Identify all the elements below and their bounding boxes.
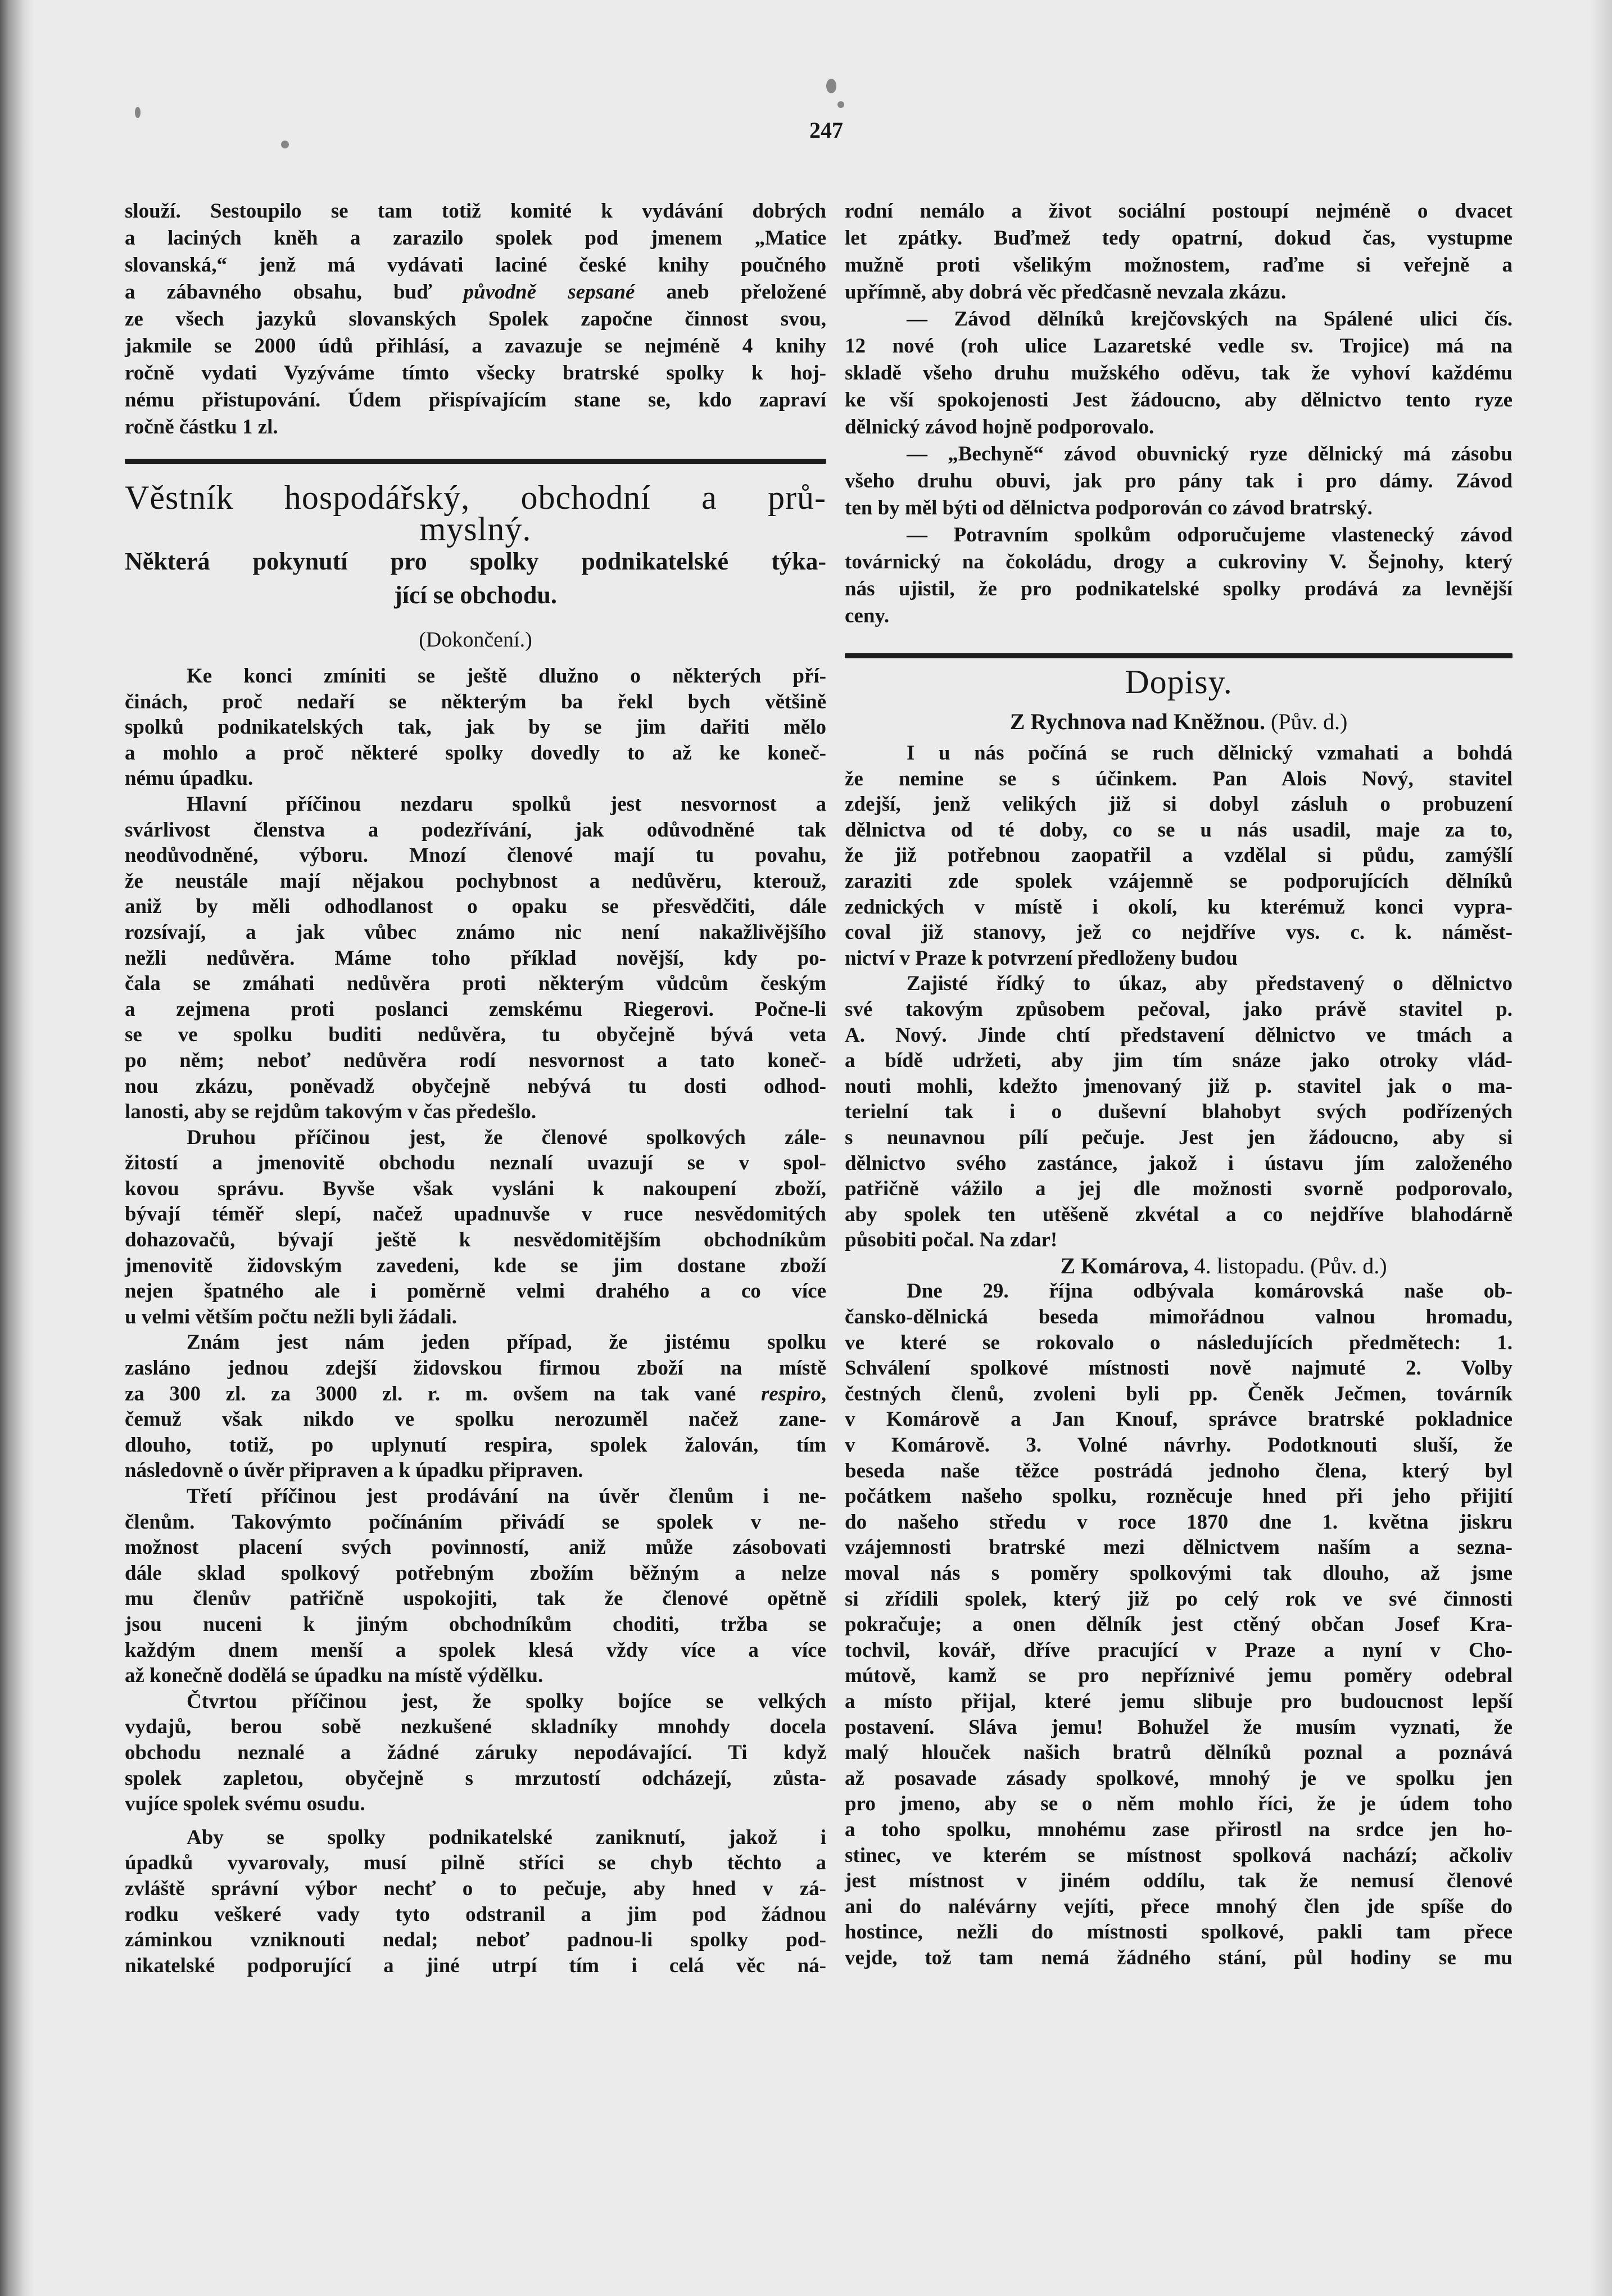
text-line: dlouho, totiž, po uplynutí respira, spolek žalován, tím	[125, 1433, 826, 1457]
text-line: nikatelské podporující a jiné utrpí tím i celá věc ná-	[125, 1954, 826, 1977]
text-line: pro jmeno, aby se o něm mohlo říci, že je údem toho	[845, 1792, 1513, 1816]
text-line: se ve spolku buditi nedůvěra, tu obyčejně bývá veta	[125, 1023, 826, 1047]
dateline-place: Z Komárova,	[1060, 1253, 1189, 1278]
text-line: a zejmena proti poslanci zemskému Riegerovi. Počne-li	[125, 997, 826, 1021]
text-segment: ,	[821, 1382, 826, 1405]
text-line: žitostí a jmenovitě obchodu neznalí uvazují se v spol-	[125, 1151, 826, 1175]
scan-edge	[1590, 0, 1612, 2296]
text-line: záminkou vzniknouti nedal; neboť padnou-li spolky pod-	[125, 1928, 826, 1952]
article-body	[125, 663, 826, 1978]
text-line: ročně vydati Vyzýváme tímto všecky bratrské spolky k hoj-	[125, 361, 826, 385]
text-line: a laciných kněh a zarazilo spolek pod jmenem „Matice	[125, 227, 826, 250]
text-line: zdejší, jenž velikých již si dobyl zásluh o probuzení	[845, 793, 1513, 816]
text-line: nému přistupování. Údem přispívajícím stane se, kdo zapraví	[125, 388, 826, 412]
text-line: slouží. Sestoupilo se tam totiž komité k vydávání dobrých	[125, 200, 826, 223]
text-line: malý hlouček našich bratrů dělníků poznal a poznává	[845, 1741, 1513, 1765]
text-line: že nemine se s účinkem. Pan Alois Nový, stavitel	[845, 767, 1513, 790]
text-line: rodní nemálo a život sociální postoupí nejméně o dvacet	[845, 200, 1513, 223]
text-line: a místo přijal, které jemu slibuje pro budoucnost lepší	[845, 1689, 1513, 1713]
text-line: Hlavní příčinou nezdaru spolků jest nesvornost a	[187, 792, 826, 816]
right-column	[845, 198, 1513, 1971]
text-line: ročně částku 1 zl.	[125, 415, 278, 439]
text-line: ten by měl býti od dělnictva podporován co závod bratrský.	[845, 496, 1373, 519]
text-line: svárlivost členstva a podezřívání, jak odůvodněné tak	[125, 818, 826, 842]
text-line: v Komárově. 3. Volné návrhy. Podotknouti sluší, že	[845, 1434, 1513, 1457]
text-line: každým dnem menší a spolek klesá vždy více a více	[125, 1638, 826, 1662]
text-line: nežli nedůvěra. Máme toho příklad novější, kdy po-	[125, 946, 826, 970]
text-line: tochvil, kovář, dříve pracující v Praze a nyní v Cho-	[845, 1638, 1513, 1662]
text-segment: aneb přeložené	[635, 281, 826, 304]
section-divider	[125, 459, 826, 464]
text-line: coval již stanovy, jež co nejdříve vys. c. k. náměst-	[845, 921, 1513, 944]
text-line: nému úpadku.	[125, 767, 253, 790]
text-line: terielní tak i o duševní blahobyt svých podřízených	[845, 1100, 1513, 1124]
ink-spot	[837, 101, 844, 108]
text-line: až konečně dodělá se úpadku na místě výdělku.	[125, 1664, 544, 1688]
text-line	[125, 1381, 826, 1407]
text-line	[125, 279, 826, 306]
text-line: Schválení spolkové místnosti nově najmuté 2. Volby	[845, 1357, 1513, 1380]
text-line: zednických v místě i okolí, ku kterémuž konci vypra-	[845, 895, 1513, 919]
text-line: a bídě udržeti, aby jim tím snáze jako otroky vlád-	[845, 1049, 1513, 1073]
text-line: do našeho středu v roce 1870 dne 1. května jiskru	[845, 1510, 1513, 1534]
text-line: vejde, tož tam nemá žádného stání, půl hodiny se mu	[845, 1946, 1513, 1969]
text-line: skladě všeho druhu mužského oděvu, tak že vyhoví každému	[845, 361, 1513, 385]
continuation-note: (Dokončení.)	[419, 628, 532, 652]
text-line: nejen špatného ale i poměrně velmi drahého a co více	[125, 1280, 826, 1303]
italic-text: původně sepsané	[463, 281, 635, 304]
text-line: 12 nové (roh ulice Lazaretské vedle sv. Trojice) má na	[845, 335, 1513, 358]
text-line: jmenovitě židovským zavedeni, kde se jim dostane zboží	[125, 1254, 826, 1277]
text-line: zvláště správní výbor nechť o to pečuje, aby hned v zá-	[125, 1877, 826, 1900]
text-line: členům. Takovýmto počínáním přivádí se spolek v ne-	[125, 1510, 826, 1534]
text-line: dále sklad spolkový potřebným zbožím běžným a nelze	[125, 1561, 826, 1585]
text-line: úpadků vyvarovaly, musí pilně stříci se chyb těchto a	[125, 1851, 826, 1875]
text-line: s neunavnou pílí pečuje. Jest jen žádoucno, aby si	[845, 1126, 1513, 1149]
text-line: čestných členů, zvoleni byli pp. Čeněk Ječmen, továrník	[845, 1382, 1513, 1405]
text-line: dělnický závod hojně podporovalo.	[845, 415, 1154, 439]
text-line: továrnický na čokoládu, drogy a cukroviny V. Šejnohy, který	[845, 550, 1513, 573]
text-line: ve které se rokovalo o následujících předmětech: 1.	[845, 1331, 1513, 1354]
dateline-rychnov	[845, 708, 1513, 736]
text-line: vydajů, berou sobě nezkušené skladníky mnohdy docela	[125, 1715, 826, 1739]
text-line: své takovým způsobem pečoval, jako právě stavitel p.	[845, 997, 1513, 1021]
article-title-line: jící se obchodu.	[394, 581, 557, 609]
text-line: neodůvodněné, výboru. Mnozí členové mají tu povahu,	[125, 844, 826, 867]
scan-edge-shadow	[0, 0, 34, 2296]
section-title-dopisy: Dopisy.	[1125, 663, 1233, 700]
article-title	[125, 545, 826, 612]
text-line: beseda naše těžce postrádá jednoho člena, který byl	[845, 1459, 1513, 1483]
text-line: spolek zapletou, obyčejně s mrzutostí odcházejí, zůsta-	[125, 1766, 826, 1790]
text-line: mu členův patřičně uspokojiti, tak že členové opětně	[125, 1587, 826, 1611]
text-line: že neustále mají nějakou pochybnost a nedůvěru, kterouž,	[125, 869, 826, 893]
text-line: moval nás s poměry spolkovými tak dlouho, až jsme	[845, 1562, 1513, 1585]
text-line: — Závod dělníků krejčovských na Spálené ulici čís.	[907, 308, 1513, 331]
text-line: Druhou příčinou jest, že členové spolkových zále-	[187, 1126, 826, 1149]
section-divider	[845, 653, 1513, 658]
text-line: mužně proti všelikým možnostem, raďme si veřejně a	[845, 254, 1513, 277]
text-line: Aby se spolky podnikatelské zaniknutí, jakož i	[187, 1825, 826, 1849]
italic-text: respiro	[760, 1382, 821, 1405]
text-line: následovně o úvěr připraven a k úpadku připraven.	[125, 1459, 583, 1483]
text-line: jsou nuceni k jiným obchodníkům choditi, tržba se	[125, 1612, 826, 1636]
text-line: hostince, nežli do místnosti spolkové, pakli tam přece	[845, 1920, 1513, 1944]
text-line: jakmile se 2000 údů přihlásí, a zavazuje se nejméně 4 knihy	[125, 335, 826, 358]
page-number: 247	[809, 117, 843, 143]
text-segment: a zábavného obsahu, buď	[125, 281, 464, 304]
text-line: Čtvrtou příčinou jest, že spolky bojíce se velkých	[187, 1689, 826, 1713]
letter-komarov-body	[845, 1278, 1513, 1970]
intro-paragraph	[125, 198, 826, 441]
text-line: Zajisté řídký to úkaz, aby představený o dělnictvo	[907, 972, 1513, 996]
text-line: nictví v Praze k potvrzení předloženy budou	[845, 946, 1238, 970]
text-line: let zpátky. Buďmež tedy opatrní, dokud čas, vystupme	[845, 227, 1513, 250]
section-title-line: Věstník hospodářský, obchodní a prů-	[125, 479, 826, 516]
letter-rychnov-body	[845, 740, 1513, 1253]
text-line: působiti počal. Na zdar!	[845, 1228, 1058, 1252]
article-title-line: Některá pokynutí pro spolky podnikatelské týka-	[125, 548, 826, 575]
dateline-note: 4. listopadu. (Pův. d.)	[1194, 1253, 1387, 1278]
text-line: nás ujistil, že pro podnikatelské spolky prodává za levnější	[845, 577, 1513, 600]
text-line: činách, proč nedaří se některým ba řekl bych většině	[125, 690, 826, 713]
text-line: Ke konci zmíniti se ještě dlužno o některých pří-	[187, 665, 826, 688]
text-line: vzájemnosti bratrské mezi dělnictvem naším a sezna-	[845, 1536, 1513, 1560]
text-line: čansko-dělnická beseda mimořádnou valnou hromadu,	[845, 1305, 1513, 1329]
text-line: ceny.	[845, 604, 890, 627]
text-line: patřičně vážilo a jej dle možnosti svorně podporovalo,	[845, 1177, 1513, 1201]
text-line: jest místnost v jiném oddílu, tak že nemusí členové	[845, 1869, 1513, 1893]
text-line: všeho druhu obuvi, jak pro pány tak i pro dámy. Závod	[845, 469, 1513, 492]
text-line: stinec, ve kterém se místnost spolková nachází; ačkoliv	[845, 1843, 1513, 1867]
text-segment: za 300 zl. za 3000 zl. r. m. ovšem na tak vané	[125, 1382, 761, 1405]
text-line: — Potravním spolkům odporučujeme vlastenecký závod	[907, 523, 1513, 546]
text-line: Třetí příčinou jest prodávání na úvěr členům i ne-	[187, 1485, 826, 1508]
text-line: rozsívají, a jak vůbec známo nic není nakažlivějšího	[125, 920, 826, 944]
text-line: dohazovačů, bývají ještě k nesvědomitějším obchodníkům	[125, 1228, 826, 1252]
text-line: možnost placení svých povinností, aniž může zásobovati	[125, 1536, 826, 1560]
text-line: Dne 29. října odbývala komárovská naše ob-	[907, 1280, 1513, 1303]
text-line: aby spolek ten utěšeně zkvétal a co nejdříve blahodárně	[845, 1203, 1513, 1226]
text-line: čemuž však nikdo ve spolku nerozuměl načež zane-	[125, 1408, 826, 1431]
text-line: u velmi větším počtu nežli byli žádali.	[125, 1305, 457, 1328]
text-line: lanosti, aby se rejdům takovým v čas předešlo.	[125, 1100, 537, 1124]
text-line: a mohlo a proč některé spolky dovedly to až ke koneč-	[125, 741, 826, 765]
text-line: dělnictva od té doby, co se u nás usadil, maje za to,	[845, 818, 1513, 842]
text-line: až posavade zásady spolkové, mnohý je ve spolku jen	[845, 1766, 1513, 1790]
text-line: ke vší spokojenosti Jest žádoucno, aby dělnictvo tento ryze	[845, 388, 1513, 412]
text-line: mútově, kamž se pro nepříznivé jemu poměry odebral	[845, 1664, 1513, 1688]
text-line: zaraziti zde spolek vzájemně se podporujících dělníků	[845, 869, 1513, 893]
text-line: a toho spolku, mnohému zase přirostl na srdce jen ho-	[845, 1818, 1513, 1841]
text-line: po něm; neboť nedůvěra rodí nesvornost a tato koneč-	[125, 1048, 826, 1072]
text-line: ani do nalévárny vejíti, přece mnohý člen jde spíše do	[845, 1895, 1513, 1918]
text-line: vujíce spolek svému osudu.	[125, 1792, 365, 1816]
dateline-note: (Pův. d.)	[1270, 709, 1348, 734]
text-line: nouti mohli, kdežto jmenovaný již p. stavitel jak o ma-	[845, 1074, 1513, 1098]
text-line: spolků podnikatelských tak, jak by se jim dařiti mělo	[125, 716, 826, 739]
section-title-line: myslný.	[419, 510, 532, 548]
dateline-place: Z Rychnova nad Kněžnou.	[1009, 709, 1265, 734]
text-line: počátkem našeho spolku, rozněcuje hned při jeho přijití	[845, 1485, 1513, 1508]
text-line: nou zkázu, poněvadž obyčejně nebývá tu dosti odhod-	[125, 1074, 826, 1098]
text-line: zasláno jednou zdejší židovskou firmou zboží na místě	[125, 1357, 826, 1380]
ink-spot	[135, 107, 141, 118]
text-line: ze všech jazyků slovanských Spolek započne činnost svou,	[125, 308, 826, 331]
ink-spot	[281, 141, 289, 148]
dateline-komarov	[845, 1253, 1513, 1279]
text-line: že již potřebnou zaopatřil a vzdělal si půdu, zamýšlí	[845, 844, 1513, 867]
text-line: aniž by měli odhodlanost o opaku se přesvědčiti, dále	[125, 895, 826, 919]
ink-spot	[826, 79, 836, 93]
text-line: obchodu neznalé a žádné záruky nepodávající. Ti když	[125, 1741, 826, 1764]
text-line: pokračuje; a onen dělník jest ctěný občan Josef Kra-	[845, 1613, 1513, 1637]
text-line: v Komárově a Jan Knouf, správce bratrské pokladnice	[845, 1408, 1513, 1431]
text-line: bývají téměř slepí, načež upadnuvše v ruce nesvědomitých	[125, 1203, 826, 1226]
text-line: postavení. Sláva jemu! Bohužel že musím vyznati, že	[845, 1715, 1513, 1739]
notices	[845, 198, 1513, 630]
text-line: si zřídili spolek, který již po celý rok ve své činnosti	[845, 1587, 1513, 1611]
text-line: čala se zmáhati nedůvěra proti některým vůdcům českým	[125, 972, 826, 996]
text-line: upřímně, aby dobrá věc předčasně nevzala zkázu.	[845, 281, 1287, 304]
text-line: slovanská,“ jenž má vydávati laciné české knihy poučného	[125, 254, 826, 277]
text-line: — „Bechyně“ závod obuvnický ryze dělnický má zásobu	[907, 442, 1513, 465]
text-line: A. Nový. Jinde chtí představení dělnictvo ve tmách a	[845, 1023, 1513, 1047]
text-line: dělnictvo svého zastánce, jakož i ústavu jím založeného	[845, 1151, 1513, 1175]
text-line: rodku veškeré vady tyto odstranil a jim pod žádnou	[125, 1902, 826, 1926]
section-title	[125, 479, 826, 548]
text-line: Znám jest nám jeden případ, že jistému spolku	[187, 1331, 826, 1354]
text-line: kovou správu. Byvše však vysláni k nakoupení zboží,	[125, 1177, 826, 1200]
text-line: I u nás počíná se ruch dělnický vzmahati a bohdá	[907, 742, 1513, 765]
left-column	[125, 198, 826, 1978]
